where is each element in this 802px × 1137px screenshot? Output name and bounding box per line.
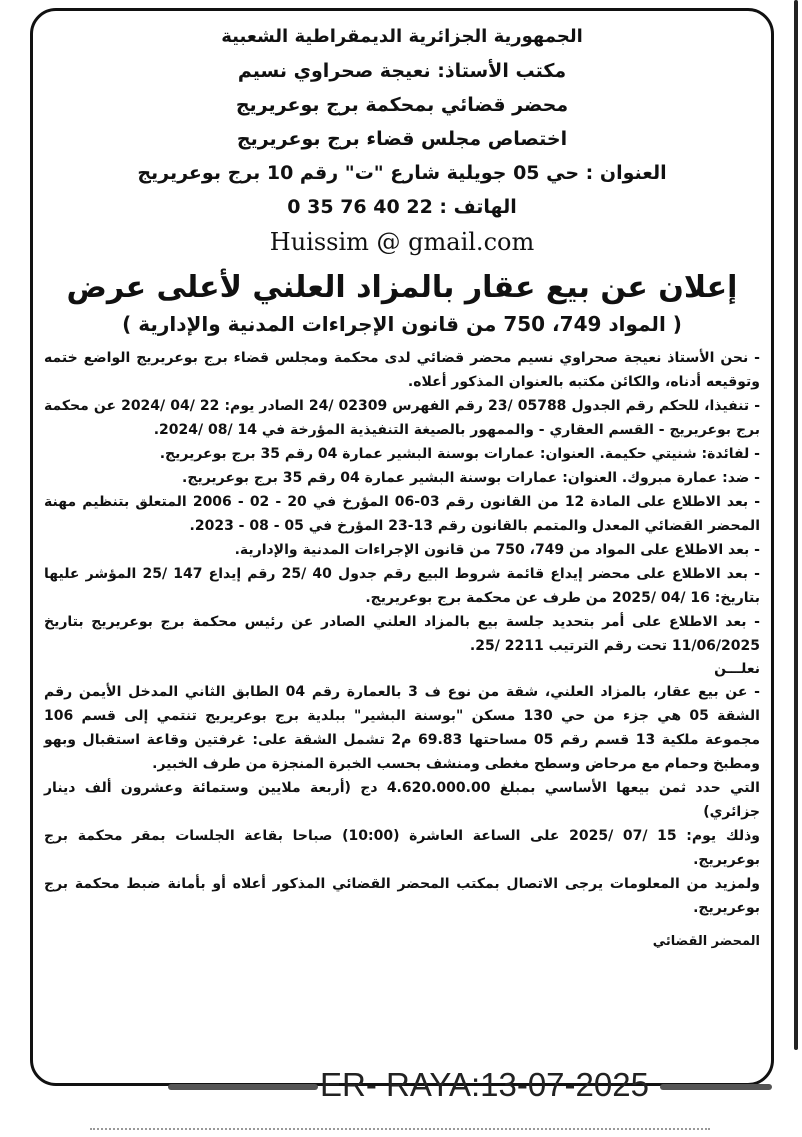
paragraph-law: - بعد الاطلاع على المادة 12 من القانون رقم 03-06 المؤرخ في 20 - 02 - 2006 المتعلق بتنظيم مهنة المحضر القضائي المعدل والمتمم بالقانون رقم 13-23 المؤرخ في 05 - 08 - 2023. [44, 494, 761, 534]
announce-heading: نعلـــن [714, 661, 760, 677]
paragraph-order: - بعد الاطلاع على أمر بتحديد جلسة بيع بالمزاد العلني الصادر عن رئيس محكمة برج بوعريريج بتاريخ 11/06/2025 تحت رقم الترتيب 2211 /25. [44, 614, 760, 654]
footer [0, 1062, 802, 1112]
paragraph-date: وذلك يوم: 15 /07 /2025 على الساعة العاشرة (10:00) صباحا بقاعة الجلسات بمقر محكمة برج بوعريريج. [44, 828, 761, 868]
phone: الهاتف : 22 40 76 35 0 [287, 196, 517, 218]
footer-bar-left [168, 1084, 318, 1090]
office-name: مكتب الأستاذ: نعيجة صحراوي نسيم [237, 60, 567, 82]
notice-header [44, 20, 760, 260]
paragraph-articles: - بعد الاطلاع على المواد من 749، 750 من قانون الإجراءات المدنية والإدارية. [234, 542, 760, 558]
footer-source: ER- RAYA:13-07-2025 [320, 1066, 649, 1103]
paragraph-against: - ضد: عمارة مبروك. العنوان: عمارات بوسنة البشير عمارة 04 رقم 35 برج بوعريريج. [182, 470, 760, 486]
paragraph-property: - عن بيع عقار، بالمزاد العلني، شقة من نوع ف 3 بالعمارة رقم 04 الطابق الثاني المدخل الأيمن رقم الشقة 05 هي جزء من حي 130 مسكن "بوسنة البشير" ببلدية برج بوعريريج تنتمي إلى قسم 106 مجموعة ملكية 13 قسم رقم 05 مساحتها 69.83 م2 تشمل الشقة على: غرفتين وقاعة استقبال وبهو ومطبخ وحمام مع مرحاض وسطح مغطى ومنشف بحسب الخبرة المنجزة من طرف الخبير. [44, 684, 761, 772]
notice-content [44, 20, 760, 952]
paragraph-beneficiary: - لفائدة: شنيتي حكيمة. العنوان: عمارات بوسنة البشير عمارة 04 رقم 35 برج بوعريريج. [159, 446, 760, 462]
jurisdiction: اختصاص مجلس قضاء برج بوعريريج [236, 128, 568, 150]
signature: المحضر القضائي [652, 934, 760, 949]
bailiff-title: محضر قضائي بمحكمة برج بوعريريج [235, 94, 569, 116]
paragraph-deposit: - بعد الاطلاع على محضر إيداع قائمة شروط البيع رقم جدول 40 /25 رقم إيداع 147 /25 المؤشر عليها بتاريخ: 16 /04 /2025 من طرف عن محكمة برج بوعريريج. [44, 566, 760, 606]
adjacent-column-edge [794, 0, 798, 1050]
notice-body [44, 346, 760, 952]
bottom-dotted-line [90, 1128, 710, 1133]
email: Huissim @ gmail.com [269, 228, 535, 256]
paragraph-execution: - تنفيذا، للحكم رقم الجدول 05788 /23 رقم الفهرس 02309 /24 الصادر يوم: 22 /04 /2024 عن محكمة برج بوعريريج - القسم العقاري - والممهور بالصيغة التنفيذية المؤرخة في 14 /08 /2024. [44, 398, 761, 438]
paragraph-contact: ولمزيد من المعلومات يرجى الاتصال بمكتب المحضر القضائي المذكور أعلاه أو بأمانة ضبط محكمة برج بوعريريج. [44, 876, 760, 916]
paragraph-intro: - نحن الأستاذ نعيجة صحراوي نسيم محضر قضائي لدى محكمة ومجلس قضاء برج بوعريريج الواضع ختمه وتوقيعه أدناه، والكائن مكتبه بالعنوان المذكور أعلاه. [44, 350, 760, 390]
paragraph-price: التي حدد ثمن بيعها الأساسي بمبلغ 4.620.000.00 دج (أربعة ملايين وستمائة وعشرون ألف دينار جزائري) [44, 780, 760, 820]
notice-title: إعلان عن بيع عقار بالمزاد العلني لأعلى عرض [66, 270, 738, 305]
notice-subtitle: ( المواد 749، 750 من قانون الإجراءات المدنية والإدارية ) [122, 312, 682, 336]
republic-name: الجمهورية الجزائرية الديمقراطية الشعبية [221, 26, 583, 47]
footer-bar-right [660, 1084, 772, 1090]
address: العنوان : حي 05 جويلية شارع "ت" رقم 10 برج بوعريريج [137, 162, 667, 184]
